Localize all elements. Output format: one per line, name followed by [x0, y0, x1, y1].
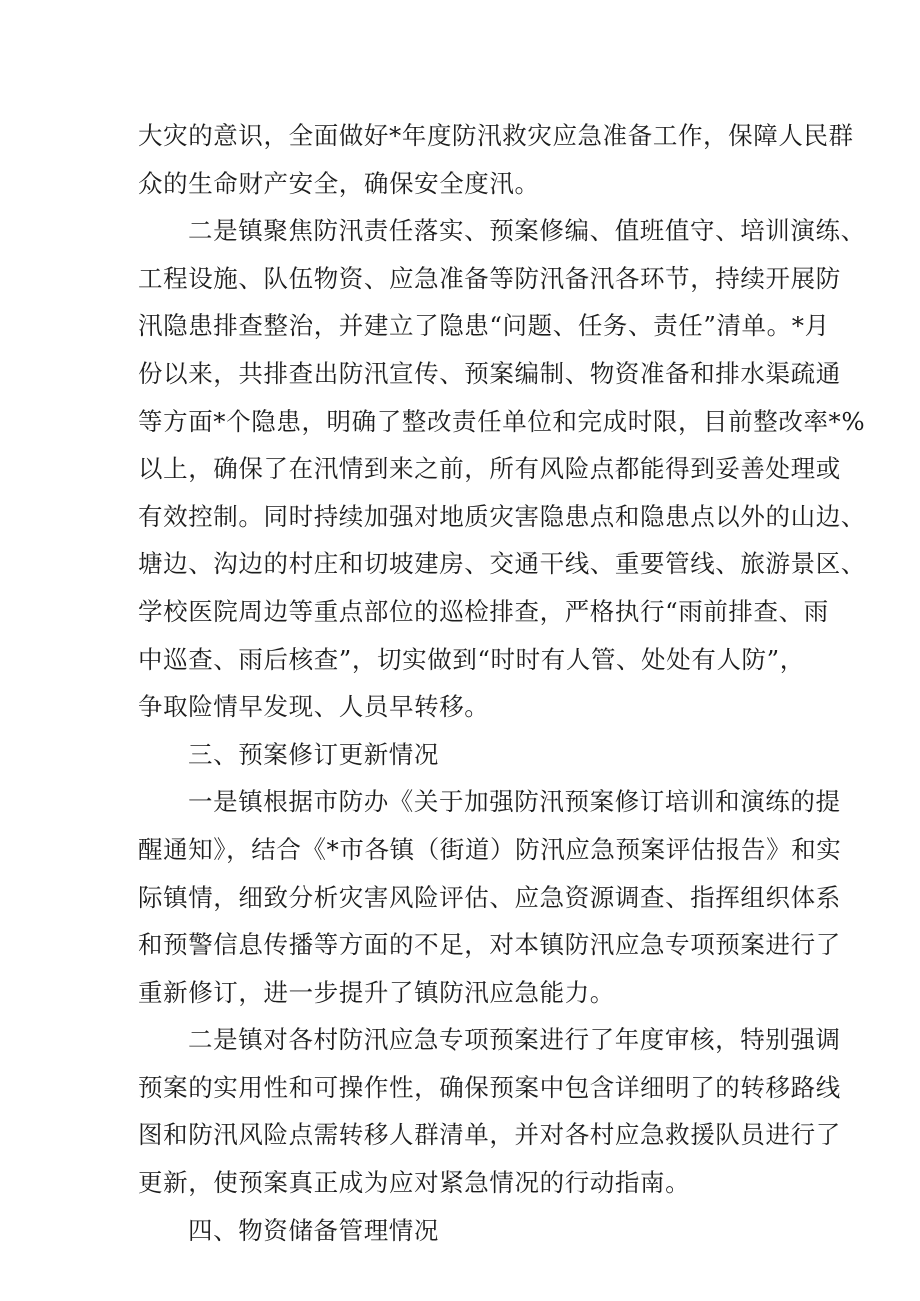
paragraph-line: 汛隐患排查整治，并建立了隐患“问题、任务、责任”清单。*月 [138, 311, 830, 341]
paragraph-line: 份以来，共排查出防汛宣传、预案编制、物资准备和排水渠疏通 [138, 358, 841, 388]
paragraph-line: 工程设施、队伍物资、应急准备等防汛备汛各环节，持续开展防 [138, 263, 841, 293]
paragraph-line: 醒通知》，结合《*市各镇（街道）防汛应急预案评估报告》和实 [138, 834, 842, 864]
paragraph-line: 塘边、沟边的村庄和切坡建房、交通干线、重要管线、旅游景区、 [138, 549, 866, 579]
section-heading: 四、物资储备管理情况 [188, 1215, 439, 1245]
paragraph-line: 等方面*个隐患，明确了整改责任单位和完成时限，目前整改率*% [138, 406, 866, 436]
paragraph-line: 一是镇根据市防办《关于加强防汛预案修订培训和演练的提 [188, 787, 841, 817]
paragraph-line: 争取险情早发现、人员早转移。 [138, 692, 490, 722]
document-body [138, 112, 866, 1254]
paragraph-line: 和预警信息传播等方面的不足，对本镇防汛应急专项预案进行了 [138, 930, 841, 960]
paragraph-line: 众的生命财产安全，确保安全度汛。 [138, 168, 540, 198]
paragraph-line: 以上，确保了在汛情到来之前，所有风险点都能得到妥善处理或 [138, 454, 841, 484]
paragraph-line: 学校医院周边等重点部位的巡检排查，严格执行“雨前排查、雨 [138, 596, 829, 626]
paragraph-line: 图和防汛风险点需转移人群清单，并对各村应急救援队员进行了 [138, 1120, 841, 1150]
paragraph-line: 二是镇聚焦防汛责任落实、预案修编、值班值守、培训演练、 [188, 216, 866, 246]
paragraph-line: 大灾的意识，全面做好*年度防汛救灾应急准备工作，保障人民群 [138, 121, 854, 150]
paragraph-line: 更新，使预案真正成为应对紧急情况的行动指南。 [138, 1168, 691, 1198]
paragraph-line: 中巡查、雨后核查”，切实做到“时时有人管、处处有人防”， [138, 644, 805, 674]
paragraph-line: 预案的实用性和可操作性，确保预案中包含详细明了的转移路线 [138, 1072, 841, 1102]
paragraph-line: 二是镇对各村防汛应急专项预案进行了年度审核，特别强调 [188, 1025, 841, 1055]
paragraph-line: 际镇情，细致分析灾害风险评估、应急资源调查、指挥组织体系 [138, 882, 841, 912]
section-heading: 三、预案修订更新情况 [188, 739, 439, 769]
paragraph-line: 有效控制。同时持续加强对地质灾害隐患点和隐患点以外的山边、 [138, 501, 866, 531]
paragraph-line: 重新修订，进一步提升了镇防汛应急能力。 [138, 977, 615, 1007]
